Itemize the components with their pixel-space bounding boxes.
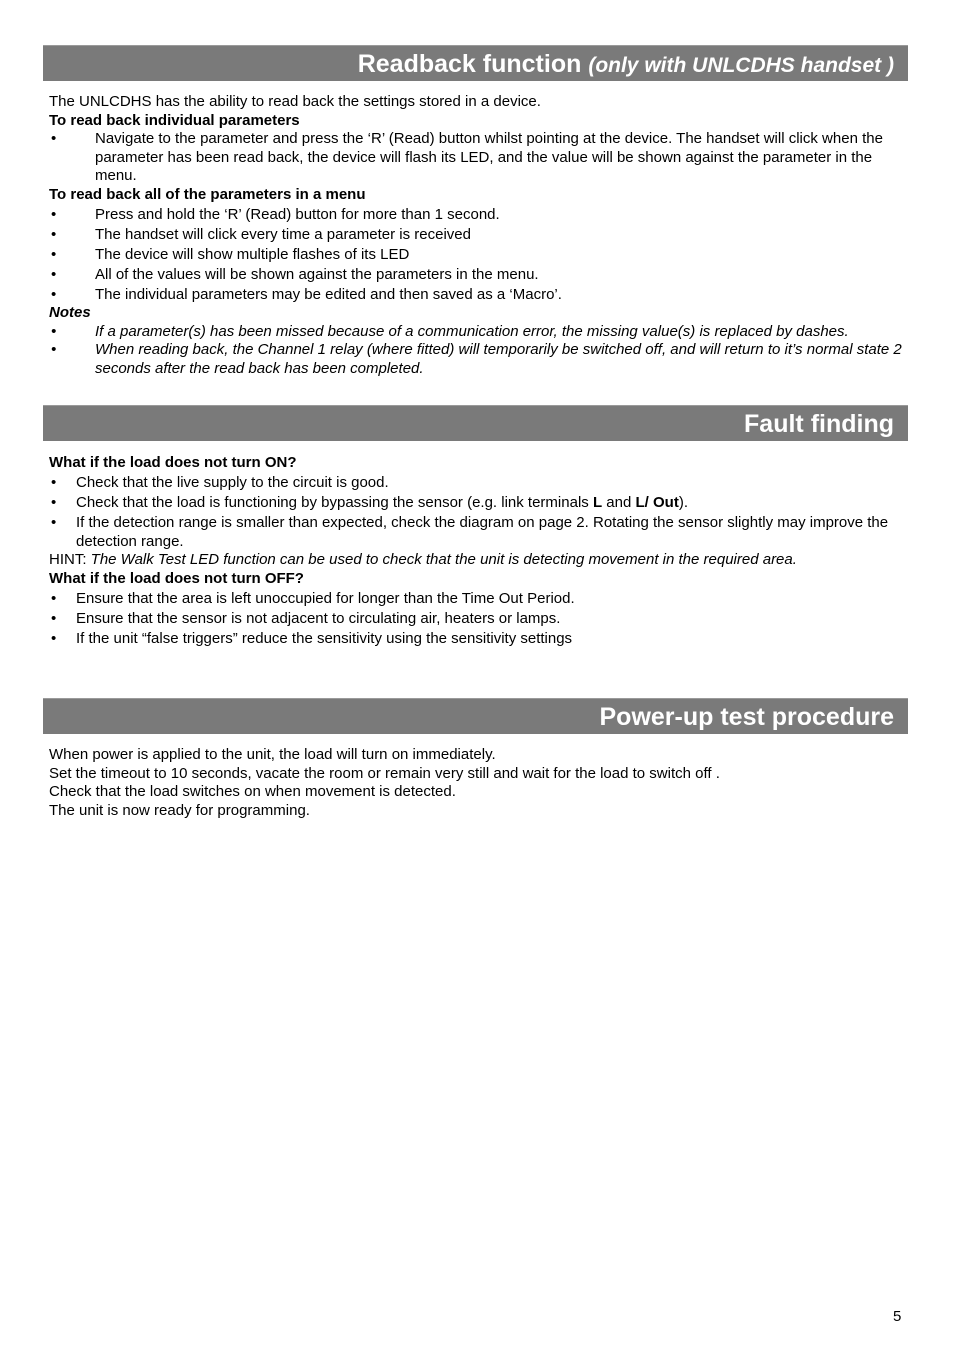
item-text: ). <box>678 494 688 511</box>
all-heading: To read back all of the parameters in a menu <box>49 185 366 203</box>
fault-title: Fault finding <box>744 410 894 438</box>
list-item: • Navigate to the parameter and press the ‘R’ (Read) button whilst pointing at the device. The handset will click when the parameter has been read back, the device will flash its LED, and the value will be shown against the parameter in the menu. <box>49 130 909 186</box>
list-item: • All of the values will be shown against the parameters in the menu. <box>49 266 909 285</box>
terminal-l: L <box>592 494 603 511</box>
individual-list <box>49 130 909 186</box>
list-item: • The device will show multiple flashes of its LED <box>49 246 909 265</box>
hint-label: HINT: <box>49 551 91 568</box>
all-list <box>49 206 909 305</box>
fault-on-heading: What if the load does not turn ON? <box>49 454 297 471</box>
individual-heading: To read back individual parameters <box>49 111 300 129</box>
powerup-section <box>49 746 909 820</box>
list-item: • When reading back, the Channel 1 relay (where fitted) will temporarily be switched off, and will return to it’s normal state 2 seconds after the read back has been completed. <box>49 341 909 378</box>
list-item: • If the detection range is smaller than expected, check the diagram on page 2. Rotating the sensor slightly may improve the detection range. <box>49 514 909 551</box>
fault-on-list <box>49 474 909 551</box>
fault-off-heading: What if the load does not turn OFF? <box>49 569 304 587</box>
list-item <box>49 494 909 513</box>
list-item: • Press and hold the ‘R’ (Read) button for more than 1 second. <box>49 206 909 225</box>
fault-off-list <box>49 590 909 649</box>
list-item: • Ensure that the sensor is not adjacent to circulating air, heaters or lamps. <box>49 610 909 629</box>
fault-section <box>49 454 909 648</box>
list-item: • If a parameter(s) has been missed because of a communication error, the missing value(s) is replaced by dashes. <box>49 323 909 342</box>
item-text: Check that the load is functioning by bypassing the sensor (e.g. link terminals <box>76 494 593 511</box>
powerup-title: Power-up test procedure <box>599 703 894 731</box>
powerup-line: The unit is now ready for programming. <box>49 801 310 819</box>
powerup-line: Check that the load switches on when movement is detected. <box>49 783 456 800</box>
list-item: • If the unit “false triggers” reduce the sensitivity using the sensitivity settings <box>49 630 909 649</box>
hint <box>49 551 909 570</box>
notes-list <box>49 323 909 379</box>
powerup-line: Set the timeout to 10 seconds, vacate the room or remain very still and wait for the load to switch off . <box>49 764 720 782</box>
readback-subtitle: (only with UNLCDHS handset ) <box>588 54 894 77</box>
list-item: • Check that the live supply to the circuit is good. <box>49 474 909 493</box>
terminal-l-out: L/ Out <box>635 494 679 511</box>
powerup-banner <box>43 698 908 734</box>
hint-text: The Walk Test LED function can be used to check that the unit is detecting movement in the required area. <box>90 551 797 568</box>
notes-heading: Notes <box>49 304 91 321</box>
powerup-line: When power is applied to the unit, the load will turn on immediately. <box>49 746 496 763</box>
readback-banner <box>43 45 908 81</box>
item-text: and <box>602 494 636 511</box>
readback-intro: The UNLCDHS has the ability to read back the settings stored in a device. <box>49 93 541 110</box>
list-item: • The individual parameters may be edited and then saved as a ‘Macro’. <box>49 286 909 305</box>
fault-banner <box>43 405 908 441</box>
list-item: • Ensure that the area is left unoccupied for longer than the Time Out Period. <box>49 590 909 609</box>
readback-section <box>49 93 909 378</box>
page-number: 5 <box>893 1308 902 1325</box>
list-item: • The handset will click every time a parameter is received <box>49 226 909 245</box>
readback-title: Readback function <box>357 50 582 78</box>
